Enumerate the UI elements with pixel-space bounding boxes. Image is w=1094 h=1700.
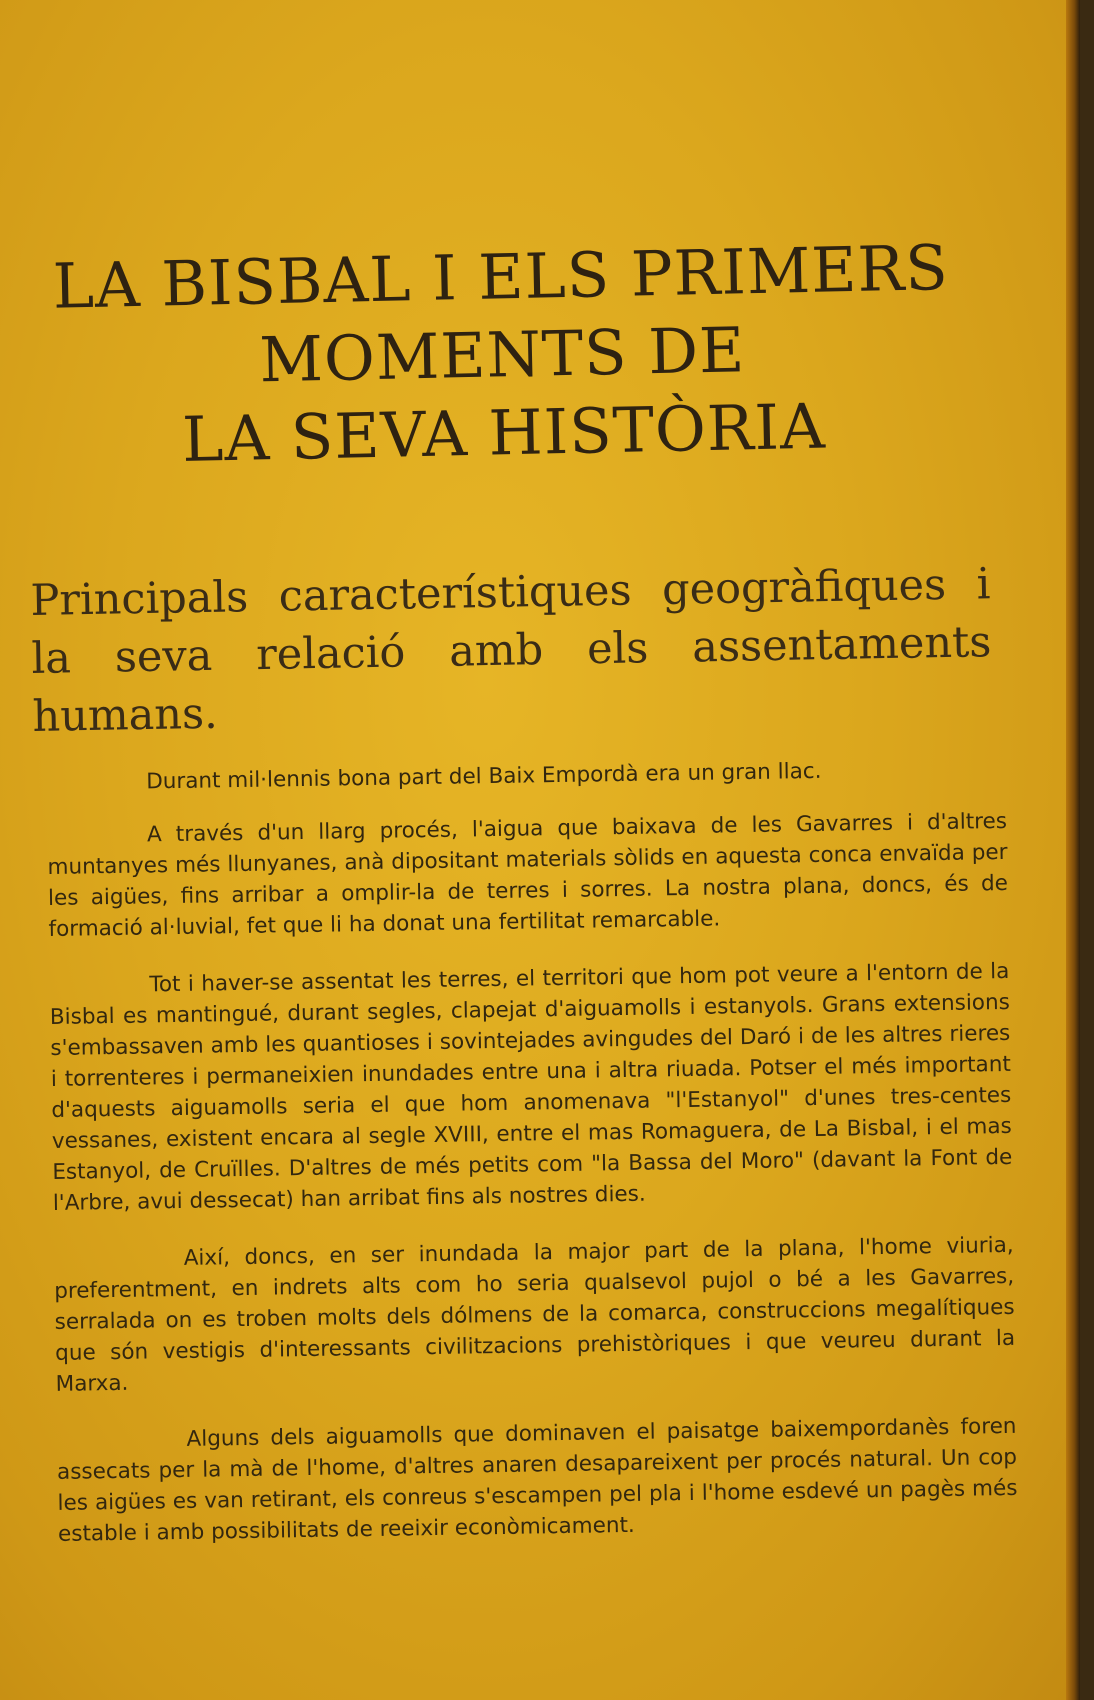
paragraph: Així, doncs, en ser inundada la major part de la plana, l'home viuria, preferentment, en indrets alts com ho seria qualsevol pujol o bé a les Gavarres, serralada on es troben molts dels dólmens de la comarca, construccions megalítiques que són vestigis d'interessants civilitzacions prehistòriques i que veureu durant la Marxa. bbox=[54, 1232, 1016, 1397]
body-text bbox=[46, 753, 1019, 1576]
title-line: LA SEVA HISTÒRIA bbox=[181, 389, 827, 477]
paragraph: Tot i haver-se assentat les terres, el territori que hom pot veure a l'entorn de la Bisbal es mantingué, durant segles, clapejat d'aiguamolls i estanyols. Grans extensions s'embassaven amb les quantioses i sovintejades avingudes del Daró i de les altres rieres i torrenteres i permaneixien inundades entre una i altra riuada. Potser el més important d'aquests aiguamolls seria el que hom anomenava "l'Estanyol" d'unes tres-centes vessanes, existent encara al segle XVIII, entre el mas Romaguera, de La Bisbal, i el mas Estanyol, de Cruïlles. D'altres de més petits com "la Bassa del Moro" (davant la Font de l'Arbre, avui dessecat) han arribat fins als nostres dies. bbox=[49, 958, 1013, 1216]
title-line: MOMENTS DE bbox=[258, 313, 746, 397]
subtitle-line: humans. bbox=[32, 688, 219, 742]
subtitle-line: la seva relació amb els assentaments bbox=[31, 617, 992, 684]
paragraph: A través d'un llarg procés, l'aigua que baixava de les Gavarres i d'altres muntanyes més llunyanes, anà dipositant materials sòlids en aquesta conca envaïda per les aigües, fins arribar a omplir-la de terres i sorres. La nostra plana, doncs, és de formació al·luvial, fet que li ha donat una fertilitat remarcable. bbox=[47, 808, 1009, 942]
page-edge bbox=[1066, 0, 1080, 1700]
section-heading bbox=[30, 555, 993, 746]
page-title bbox=[40, 229, 965, 482]
title-line: LA BISBAL I ELS PRIMERS bbox=[52, 230, 950, 323]
paragraph: Durant mil·lennis bona part del Baix Empordà era un gran llac. bbox=[146, 758, 822, 795]
subtitle-line: Principals característiques geogràfiques i bbox=[30, 559, 991, 626]
paragraph: Alguns dels aiguamolls que dominaven el paisatge baixempordanès foren assecats per la mà de l'home, d'altres anaren desapareixent per procés natural. Un cop les aigües es van retirant, els conreus s'escampen pel pla i l'home esdevé un pagès més estable i amb possibilitats de reeixir econòmicament. bbox=[56, 1413, 1018, 1547]
